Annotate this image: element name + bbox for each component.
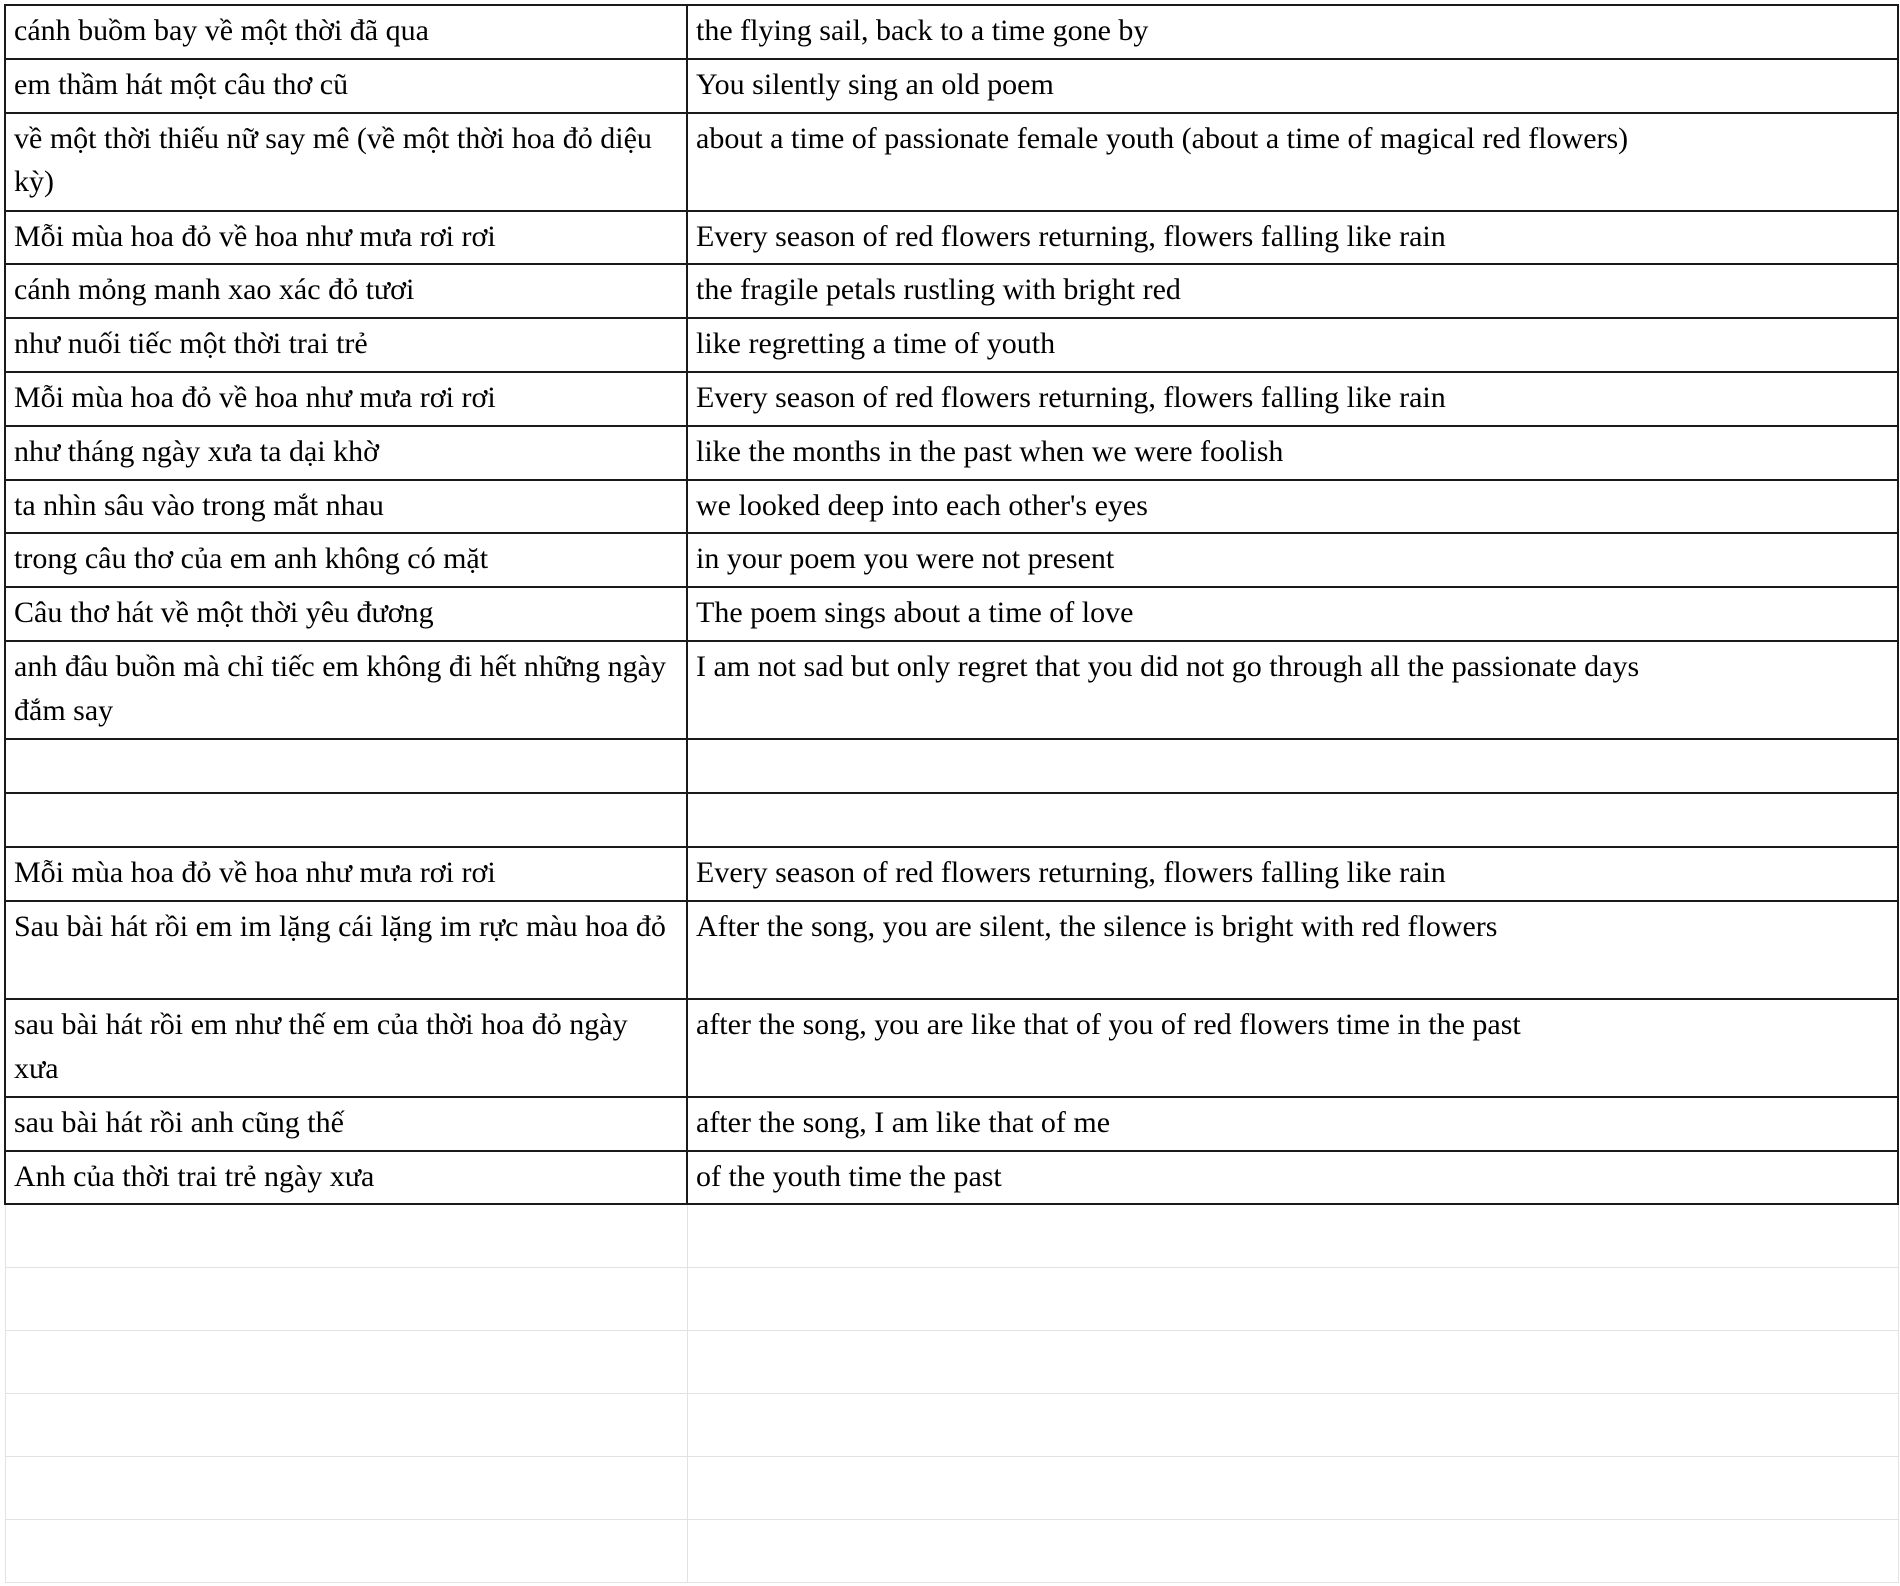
table-row: [5, 1204, 1898, 1268]
source-cell: [5, 1204, 687, 1268]
translation-text: I am not sad but only regret that you did not go through all the passionate days: [696, 649, 1640, 683]
translation-cell: [687, 901, 1898, 999]
table-row: [5, 426, 1898, 480]
translation-cell: [687, 999, 1898, 1097]
table-row: [5, 999, 1898, 1097]
translation-cell: [687, 1151, 1898, 1205]
translation-cell: [687, 793, 1898, 847]
table-row: [5, 1268, 1898, 1331]
table-row: [5, 5, 1898, 59]
source-cell: [5, 113, 687, 211]
table-row: [5, 211, 1898, 265]
table-row: [5, 847, 1898, 901]
translation-text: Every season of red flowers returning, flowers falling like rain: [696, 219, 1446, 253]
table-row: [5, 641, 1898, 739]
source-text: như nuối tiếc một thời trai trẻ: [14, 327, 368, 361]
translation-text: like regretting a time of youth: [696, 327, 1056, 361]
table-row: [5, 587, 1898, 641]
source-cell: [5, 641, 687, 739]
source-cell: [5, 1394, 687, 1457]
translation-text: of the youth time the past: [696, 1159, 1002, 1193]
source-text: Sau bài hát rồi em im lặng cái lặng im rực màu hoa đỏ: [14, 909, 666, 943]
source-cell: [5, 999, 687, 1097]
translation-cell: [687, 1268, 1898, 1331]
translation-text: in your poem you were not present: [696, 542, 1115, 576]
table-row: [5, 59, 1898, 113]
translation-cell: [687, 1394, 1898, 1457]
translation-text: Every season of red flowers returning, flowers falling like rain: [696, 855, 1446, 889]
translation-cell: [687, 264, 1898, 318]
translation-cell: [687, 372, 1898, 426]
translation-text: Every season of red flowers returning, flowers falling like rain: [696, 380, 1446, 414]
table-row: [5, 1331, 1898, 1394]
source-cell: [5, 533, 687, 587]
table-row: [5, 113, 1898, 211]
translation-cell: [687, 318, 1898, 372]
translation-cell: [687, 533, 1898, 587]
translation-cell: [687, 211, 1898, 265]
table-row: [5, 1457, 1898, 1520]
translation-cell: [687, 59, 1898, 113]
source-cell: [5, 211, 687, 265]
source-text: cánh mỏng manh xao xác đỏ tươi: [14, 273, 415, 307]
table-row: [5, 372, 1898, 426]
translation-cell: [687, 1204, 1898, 1268]
source-cell: [5, 587, 687, 641]
table-row: [5, 1151, 1898, 1205]
translation-cell: [687, 641, 1898, 739]
translation-cell: [687, 847, 1898, 901]
source-cell: [5, 901, 687, 999]
table-row: [5, 1097, 1898, 1151]
translation-text: The poem sings about a time of love: [696, 596, 1134, 630]
source-cell: [5, 480, 687, 534]
source-cell: [5, 847, 687, 901]
table-row: [5, 1520, 1898, 1583]
translation-text: we looked deep into each other's eyes: [696, 488, 1148, 522]
source-text: sau bài hát rồi em như thế em của thời hoa đỏ ngày xưa: [14, 1007, 636, 1085]
table-row: [5, 793, 1898, 847]
translation-text: about a time of passionate female youth (about a time of magical red flowers): [696, 121, 1629, 155]
source-cell: [5, 1151, 687, 1205]
source-text: về một thời thiếu nữ say mê (về một thời hoa đỏ diệu kỳ): [14, 121, 660, 199]
translation-cell: [687, 113, 1898, 211]
source-text: cánh buồm bay về một thời đã qua: [14, 14, 429, 47]
translation-cell: [687, 1520, 1898, 1583]
table-row: [5, 480, 1898, 534]
translation-cell: [687, 1097, 1898, 1151]
source-text: Mỗi mùa hoa đỏ về hoa như mưa rơi rơi: [14, 855, 496, 889]
source-text: trong câu thơ của em anh không có mặt: [14, 542, 489, 576]
translation-text: You silently sing an old poem: [696, 67, 1054, 101]
table-row: [5, 533, 1898, 587]
source-cell: [5, 264, 687, 318]
translation-table-body: [5, 5, 1898, 1583]
translation-text: like the months in the past when we were foolish: [696, 434, 1284, 468]
source-cell: [5, 1268, 687, 1331]
source-cell: [5, 426, 687, 480]
source-text: anh đâu buồn mà chỉ tiếc em không đi hết những ngày đắm say: [14, 649, 674, 727]
translation-text: after the song, you are like that of you of red flowers time in the past: [696, 1007, 1521, 1041]
source-text: như tháng ngày xưa ta dại khờ: [14, 434, 379, 468]
source-cell: [5, 793, 687, 847]
source-cell: [5, 5, 687, 59]
translation-table: [4, 4, 1899, 1583]
translation-cell: [687, 5, 1898, 59]
source-cell: [5, 59, 687, 113]
translation-text: the fragile petals rustling with bright red: [696, 273, 1181, 307]
translation-text: the flying sail, back to a time gone by: [696, 14, 1149, 47]
source-cell: [5, 1457, 687, 1520]
translation-text: After the song, you are silent, the silence is bright with red flowers: [696, 909, 1498, 943]
source-cell: [5, 1520, 687, 1583]
source-cell: [5, 318, 687, 372]
source-text: Câu thơ hát về một thời yêu đương: [14, 596, 434, 630]
source-text: Mỗi mùa hoa đỏ về hoa như mưa rơi rơi: [14, 219, 496, 253]
table-row: [5, 318, 1898, 372]
source-cell: [5, 372, 687, 426]
translation-cell: [687, 587, 1898, 641]
table-row: [5, 1394, 1898, 1457]
translation-cell: [687, 1331, 1898, 1394]
source-cell: [5, 1331, 687, 1394]
source-text: Anh của thời trai trẻ ngày xưa: [14, 1159, 375, 1193]
translation-text: after the song, I am like that of me: [696, 1105, 1111, 1139]
translation-cell: [687, 739, 1898, 793]
source-cell: [5, 739, 687, 793]
table-row: [5, 739, 1898, 793]
source-text: sau bài hát rồi anh cũng thế: [14, 1105, 344, 1139]
source-cell: [5, 1097, 687, 1151]
source-text: Mỗi mùa hoa đỏ về hoa như mưa rơi rơi: [14, 380, 496, 414]
source-text: em thầm hát một câu thơ cũ: [14, 67, 349, 101]
translation-cell: [687, 426, 1898, 480]
translation-cell: [687, 480, 1898, 534]
source-text: ta nhìn sâu vào trong mắt nhau: [14, 488, 384, 522]
table-row: [5, 901, 1898, 999]
translation-cell: [687, 1457, 1898, 1520]
table-row: [5, 264, 1898, 318]
